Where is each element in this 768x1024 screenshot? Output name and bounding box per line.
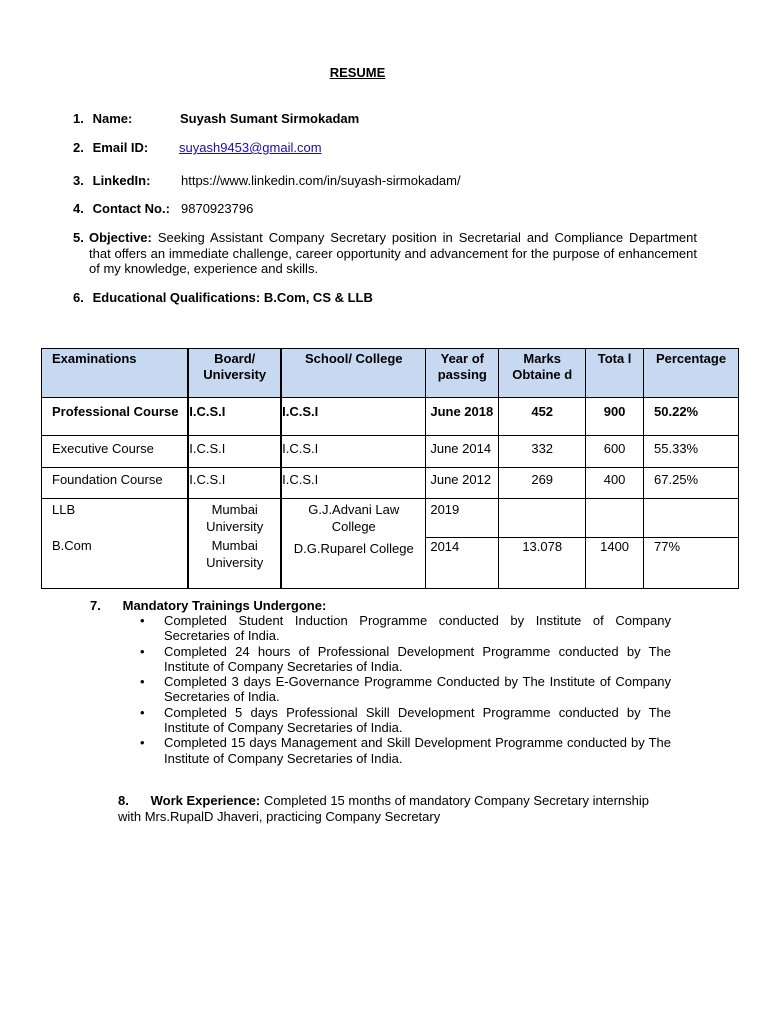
cell-school: D.G.Ruparel College <box>281 537 426 589</box>
cell-total: 1400 <box>586 537 644 589</box>
cell-marks: 13.078 <box>499 537 586 589</box>
cell-percentage: 55.33% <box>644 436 739 468</box>
cell-year: 2019 <box>426 499 499 538</box>
header-marks: Marks Obtaine d <box>499 349 586 398</box>
education-heading: Educational Qualifications: B.Com, CS & LLB <box>92 290 373 305</box>
header-percentage: Percentage <box>644 349 739 398</box>
cell-school: G.J.Advani Law College <box>281 499 426 538</box>
header-board: Board/ University <box>188 349 281 398</box>
cell-year: June 2012 <box>426 468 499 499</box>
name-value: Suyash Sumant Sirmokadam <box>180 111 360 126</box>
cell-marks: 452 <box>499 398 586 436</box>
header-examinations: Examinations <box>42 349 189 398</box>
header-year: Year of passing <box>426 349 499 398</box>
name-label: Name: <box>92 111 133 126</box>
header-total: Tota l <box>586 349 644 398</box>
linkedin-url: https://www.linkedin.com/in/suyash-sirmokadam/ <box>181 173 461 188</box>
table-row <box>42 499 739 538</box>
education-table <box>41 348 739 589</box>
cell-board: I.C.S.I <box>188 468 281 499</box>
cell-year: June 2014 <box>426 436 499 468</box>
list-item: • Completed 5 days Professional Skill Development Programme conducted by The Institute of Company Secretaries of India. <box>145 705 671 736</box>
cell-school: I.C.S.I <box>281 468 426 499</box>
cell-marks: 269 <box>499 468 586 499</box>
work-experience-text: Completed 15 months of mandatory Company Secretary internship with Mrs.RupalD Jhaveri, practicing Company Secretary <box>118 793 649 824</box>
trainings-list <box>145 613 671 766</box>
trainings-heading-row: 7. Mandatory Trainings Undergone: <box>90 598 327 613</box>
table-header-row <box>42 349 739 398</box>
cell-percentage: 50.22% <box>644 398 739 436</box>
cell-percentage: 67.25% <box>644 468 739 499</box>
name-row: 1. Name: Suyash Sumant Sirmokadam <box>73 111 360 126</box>
cell-total: 600 <box>586 436 644 468</box>
work-experience-label: Work Experience: <box>150 793 261 808</box>
cell-exam: LLB <box>42 499 189 538</box>
list-item: • Completed 15 days Management and Skill Development Programme conducted by The Institute of Company Secretaries of India. <box>145 735 671 766</box>
cell-total <box>586 499 644 538</box>
cell-board: Mumbai University <box>188 499 281 538</box>
email-link[interactable]: suyash9453@gmail.com <box>179 140 322 155</box>
objective-section: 5. Objective: Seeking Assistant Company Secretary position in Secretarial and Compliance Department that offers an immediate challenge, career opportunity and advancement for the purpose of enhancement of my knowledge, experience and skills. <box>73 230 697 276</box>
list-item: • Completed Student Induction Programme conducted by Institute of Company Secretaries of India. <box>145 613 671 644</box>
table-row <box>42 468 739 499</box>
email-label: Email ID: <box>92 140 149 155</box>
resume-title: RESUME <box>329 65 386 80</box>
cell-total: 900 <box>586 398 644 436</box>
education-heading-row: 6. Educational Qualifications: B.Com, CS & LLB <box>73 290 373 305</box>
objective-text: Seeking Assistant Company Secretary position in Secretarial and Compliance Department that offers an immediate challenge, career opportunity and advancement for the purpose of enhancement of my knowledge, experience and skills. <box>89 230 697 276</box>
list-item: • Completed 3 days E-Governance Programme Conducted by The Institute of Company Secretaries of India. <box>145 674 671 705</box>
objective-label: Objective: <box>89 230 152 245</box>
contact-row: 4. Contact No.: 9870923796 <box>73 201 254 216</box>
cell-board: I.C.S.I <box>188 436 281 468</box>
cell-year: 2014 <box>426 537 499 589</box>
cell-exam: Executive Course <box>42 436 189 468</box>
cell-school: I.C.S.I <box>281 398 426 436</box>
cell-school: I.C.S.I <box>281 436 426 468</box>
cell-marks: 332 <box>499 436 586 468</box>
header-school: School/ College <box>281 349 426 398</box>
cell-marks <box>499 499 586 538</box>
cell-total: 400 <box>586 468 644 499</box>
cell-exam: Foundation Course <box>42 468 189 499</box>
cell-percentage: 77% <box>644 537 739 589</box>
table-row <box>42 398 739 436</box>
contact-label: Contact No.: <box>92 201 170 216</box>
cell-year: June 2018 <box>426 398 499 436</box>
cell-exam: Professional Course <box>42 398 189 436</box>
linkedin-label: LinkedIn: <box>92 173 151 188</box>
cell-exam: B.Com <box>42 537 189 589</box>
linkedin-row: 3. LinkedIn: https://www.linkedin.com/in/suyash-sirmokadam/ <box>73 173 461 188</box>
email-row: 2. Email ID: suyash9453@gmail.com <box>73 140 322 155</box>
trainings-heading: Mandatory Trainings Undergone: <box>122 598 327 613</box>
contact-value: 9870923796 <box>181 201 254 216</box>
table-row <box>42 436 739 468</box>
work-experience-section: 8. Work Experience: Completed 15 months of mandatory Company Secretary internship with Mrs.RupalD Jhaveri, practicing Company Secretary <box>118 793 649 824</box>
cell-board: Mumbai University <box>188 537 281 589</box>
table-row <box>42 537 739 589</box>
cell-percentage <box>644 499 739 538</box>
cell-board: I.C.S.I <box>188 398 281 436</box>
list-item: • Completed 24 hours of Professional Development Programme conducted by The Institute of Company Secretaries of India. <box>145 644 671 675</box>
